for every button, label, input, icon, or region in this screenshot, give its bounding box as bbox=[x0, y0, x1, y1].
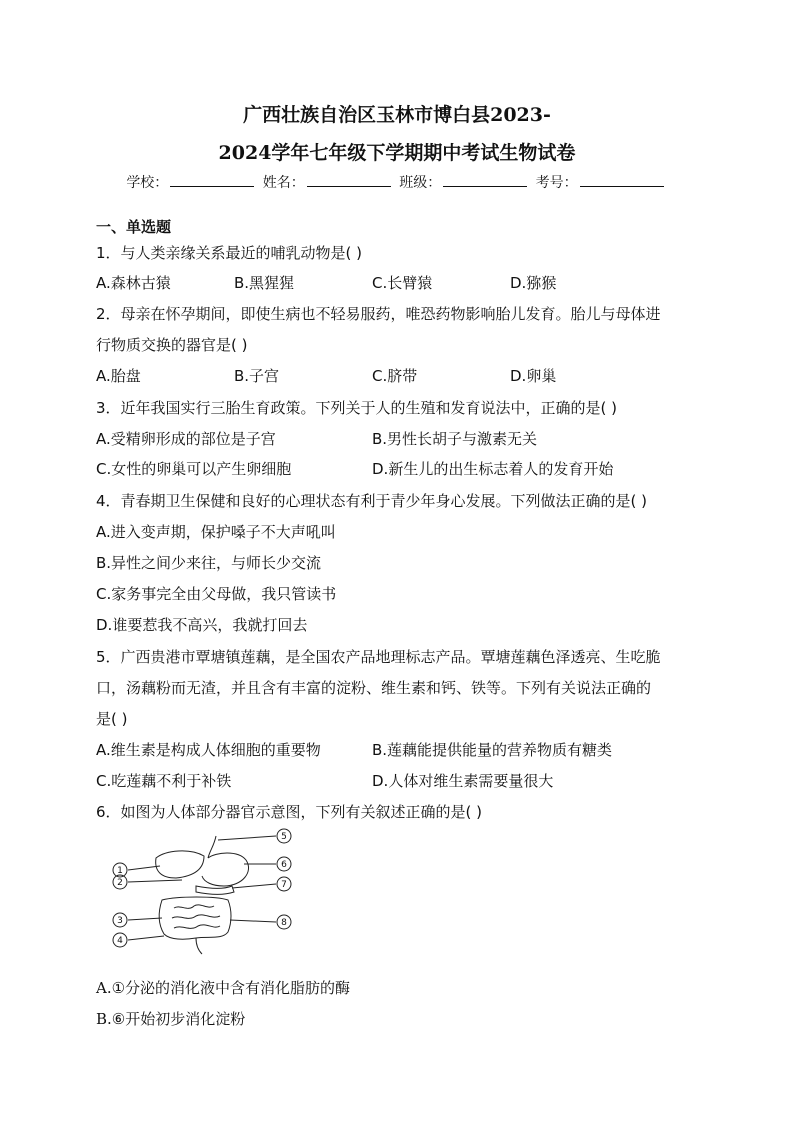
q5-option-b: B.莲藕能提供能量的营养物质有糖类 bbox=[372, 741, 613, 759]
question-5-stem-line3: 是( ) bbox=[96, 710, 128, 728]
q3-option-b: B.男性长胡子与激素无关 bbox=[372, 430, 538, 448]
leader-line-5 bbox=[218, 836, 276, 840]
student-info-row bbox=[0, 172, 794, 192]
leader-line-8 bbox=[230, 920, 276, 922]
small-intestine-shape bbox=[172, 905, 220, 928]
exam-title-line1: 广西壮族自治区玉林市博白县2023- bbox=[243, 104, 551, 126]
question-2-stem-line1: 2．母亲在怀孕期间，即使生病也不轻易服药，唯恐药物影响胎儿发育。胎儿与母体进 bbox=[96, 305, 661, 323]
q3-option-c: C.女性的卵巢可以产生卵细胞 bbox=[96, 460, 292, 478]
class-blank[interactable] bbox=[443, 174, 527, 187]
diagram-label-7: 7 bbox=[281, 880, 287, 890]
question-6-stem: 6．如图为人体部分器官示意图，下列有关叙述正确的是( ) bbox=[96, 803, 483, 821]
diagram-label-6: 6 bbox=[281, 860, 287, 870]
diagram-label-5: 5 bbox=[281, 832, 287, 842]
q5-option-d: D.人体对维生素需要量很大 bbox=[372, 772, 554, 790]
diagram-label-2: 2 bbox=[117, 878, 123, 888]
q2-option-a: A.胎盘 bbox=[96, 367, 141, 385]
leader-line-1 bbox=[128, 866, 160, 870]
q4-option-c: C.家务事完全由父母做，我只管读书 bbox=[96, 585, 337, 603]
question-4-stem: 4．青春期卫生保健和良好的心理状态有利于青少年身心发展。下列做法正确的是( ) bbox=[96, 492, 648, 510]
q4-option-d: D.谁要惹我不高兴，我就打回去 bbox=[96, 616, 308, 634]
q1-option-b: B.黑猩猩 bbox=[234, 274, 295, 292]
q6-option-b: B.⑥开始初步消化淀粉 bbox=[96, 1010, 246, 1028]
question-5-stem-line2: 口，汤藕粉而无渣，并且含有丰富的淀粉、维生素和钙、铁等。下列有关说法正确的 bbox=[96, 679, 652, 697]
pancreas-shape bbox=[196, 886, 234, 894]
q2-option-d: D.卵巢 bbox=[510, 367, 557, 385]
number-blank[interactable] bbox=[580, 174, 664, 187]
q3-option-d: D.新生儿的出生标志着人的发育开始 bbox=[372, 460, 614, 478]
q5-option-a: A.维生素是构成人体细胞的重要物 bbox=[96, 741, 321, 759]
leader-line-7 bbox=[232, 884, 276, 888]
q3-option-a: A.受精卵形成的部位是子宫 bbox=[96, 430, 276, 448]
digestive-system-diagram bbox=[104, 828, 304, 956]
q2-option-b: B.子宫 bbox=[234, 367, 280, 385]
diagram-label-4: 4 bbox=[117, 936, 123, 946]
exam-title-line2: 2024学年七年级下学期期中考试生物试卷 bbox=[218, 142, 576, 164]
number-label: 考号： bbox=[535, 175, 578, 191]
question-1-stem: 1．与人类亲缘关系最近的哺乳动物是( ) bbox=[96, 244, 363, 262]
rectum-shape bbox=[196, 938, 202, 954]
q4-option-b: B.异性之间少来往，与师长少交流 bbox=[96, 554, 322, 572]
large-intestine-shape bbox=[159, 897, 231, 939]
leader-line-3 bbox=[128, 918, 162, 920]
name-blank[interactable] bbox=[307, 174, 391, 187]
question-3-stem: 3．近年我国实行三胎生育政策。下列关于人的生殖和发育说法中，正确的是( ) bbox=[96, 399, 618, 417]
section-heading: 一、单选题 bbox=[96, 218, 172, 236]
q6-option-a: A.①分泌的消化液中含有消化脂肪的酶 bbox=[96, 979, 351, 997]
liver-shape bbox=[156, 851, 204, 878]
q1-option-a: A.森林古猿 bbox=[96, 274, 171, 292]
leader-line-4 bbox=[128, 936, 164, 940]
diagram-label-8: 8 bbox=[281, 918, 287, 928]
diagram-label-1: 1 bbox=[117, 866, 123, 876]
q1-option-c: C.长臂猿 bbox=[372, 274, 433, 292]
leader-line-2 bbox=[128, 880, 182, 882]
question-5-stem-line1: 5．广西贵港市覃塘镇莲藕，是全国农产品地理标志产品。覃塘莲藕色泽透亮、生吃脆 bbox=[96, 648, 661, 666]
school-blank[interactable] bbox=[170, 174, 254, 187]
q5-option-c: C.吃莲藕不利于补铁 bbox=[96, 772, 232, 790]
q1-option-d: D.猕猴 bbox=[510, 274, 557, 292]
question-2-stem-line2: 行物质交换的器官是( ) bbox=[96, 336, 248, 354]
diagram-label-3: 3 bbox=[117, 916, 123, 926]
class-label: 班级： bbox=[399, 175, 442, 191]
school-label: 学校： bbox=[126, 175, 169, 191]
name-label: 姓名： bbox=[262, 175, 305, 191]
stomach-shape bbox=[202, 853, 249, 886]
q2-option-c: C.脐带 bbox=[372, 367, 418, 385]
q4-option-a: A.进入变声期，保护嗓子不大声吼叫 bbox=[96, 523, 336, 541]
